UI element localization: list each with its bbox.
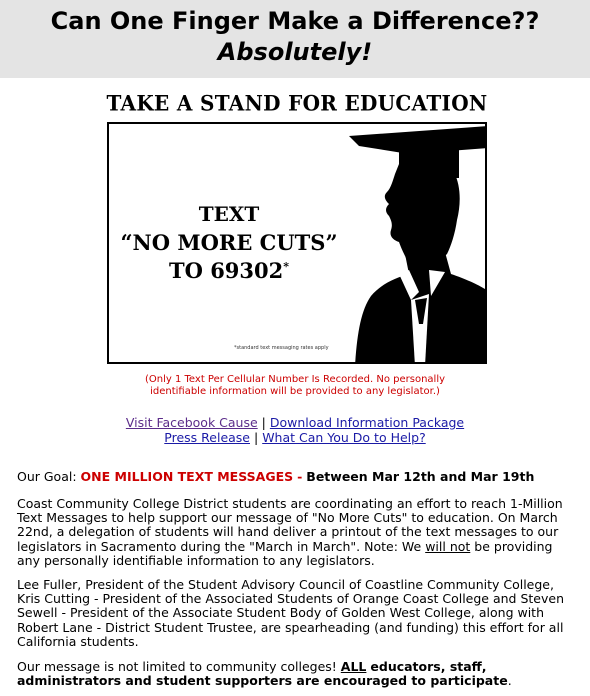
poster-text-line1: TEXT	[198, 202, 260, 226]
page-header	[0, 0, 590, 78]
facebook-cause-link[interactable]: Visit Facebook Cause	[125, 415, 258, 430]
link-separator: |	[253, 430, 259, 445]
paragraph-participation: Our message is not limited to community colleges! ALL educators, staff, administrators and student supporters are encouraged to participate.	[17, 659, 512, 689]
poster-text-line3: TO 69302*	[168, 258, 290, 283]
paragraph-leaders: Lee Fuller, President of the Student Advisory Council of Coastline Community College, Kris Cutting - President of the Associated Students of Orange Coast College and Steven Sewell - President of the Associate Student Body of Golden West College, along with Robert Lane - District Student Trustee, are spearheading (and funding) this effort for all California students.	[17, 577, 564, 649]
press-release-link[interactable]: Press Release	[164, 430, 250, 445]
download-package-link[interactable]: Download Information Package	[269, 415, 465, 430]
poster-fine-print: *standard text messaging rates apply	[234, 345, 329, 351]
poster-title: TAKE A STAND FOR EDUCATION	[106, 90, 488, 116]
link-separator: |	[261, 415, 266, 430]
goal-statement: Our Goal: ONE MILLION TEXT MESSAGES - Between Mar 12th and Mar 19th	[17, 469, 535, 484]
headline: Can One Finger Make a Difference??	[50, 7, 540, 35]
links-block	[0, 415, 590, 445]
disclaimer: (Only 1 Text Per Cellular Number Is Recorded. No personally identifiable information will be provided to any legislator.)	[144, 374, 446, 397]
paragraph-coordination: Coast Community College District students are coordinating an effort to reach 1-Million Text Messages to help support our message of "No More Cuts" to education. On March 22nd, a delegation of students will hand deliver a printout of the text messages to our legislators in Sacramento during the "March in March". Note: We will not be providing any personally identifiable information to any legislators.	[17, 496, 563, 568]
poster-image	[107, 122, 487, 364]
poster-text-line2: “NO MORE CUTS”	[120, 230, 338, 255]
subheadline: Absolutely!	[217, 38, 373, 66]
how-to-help-link[interactable]: What Can You Do to Help?	[262, 430, 426, 445]
